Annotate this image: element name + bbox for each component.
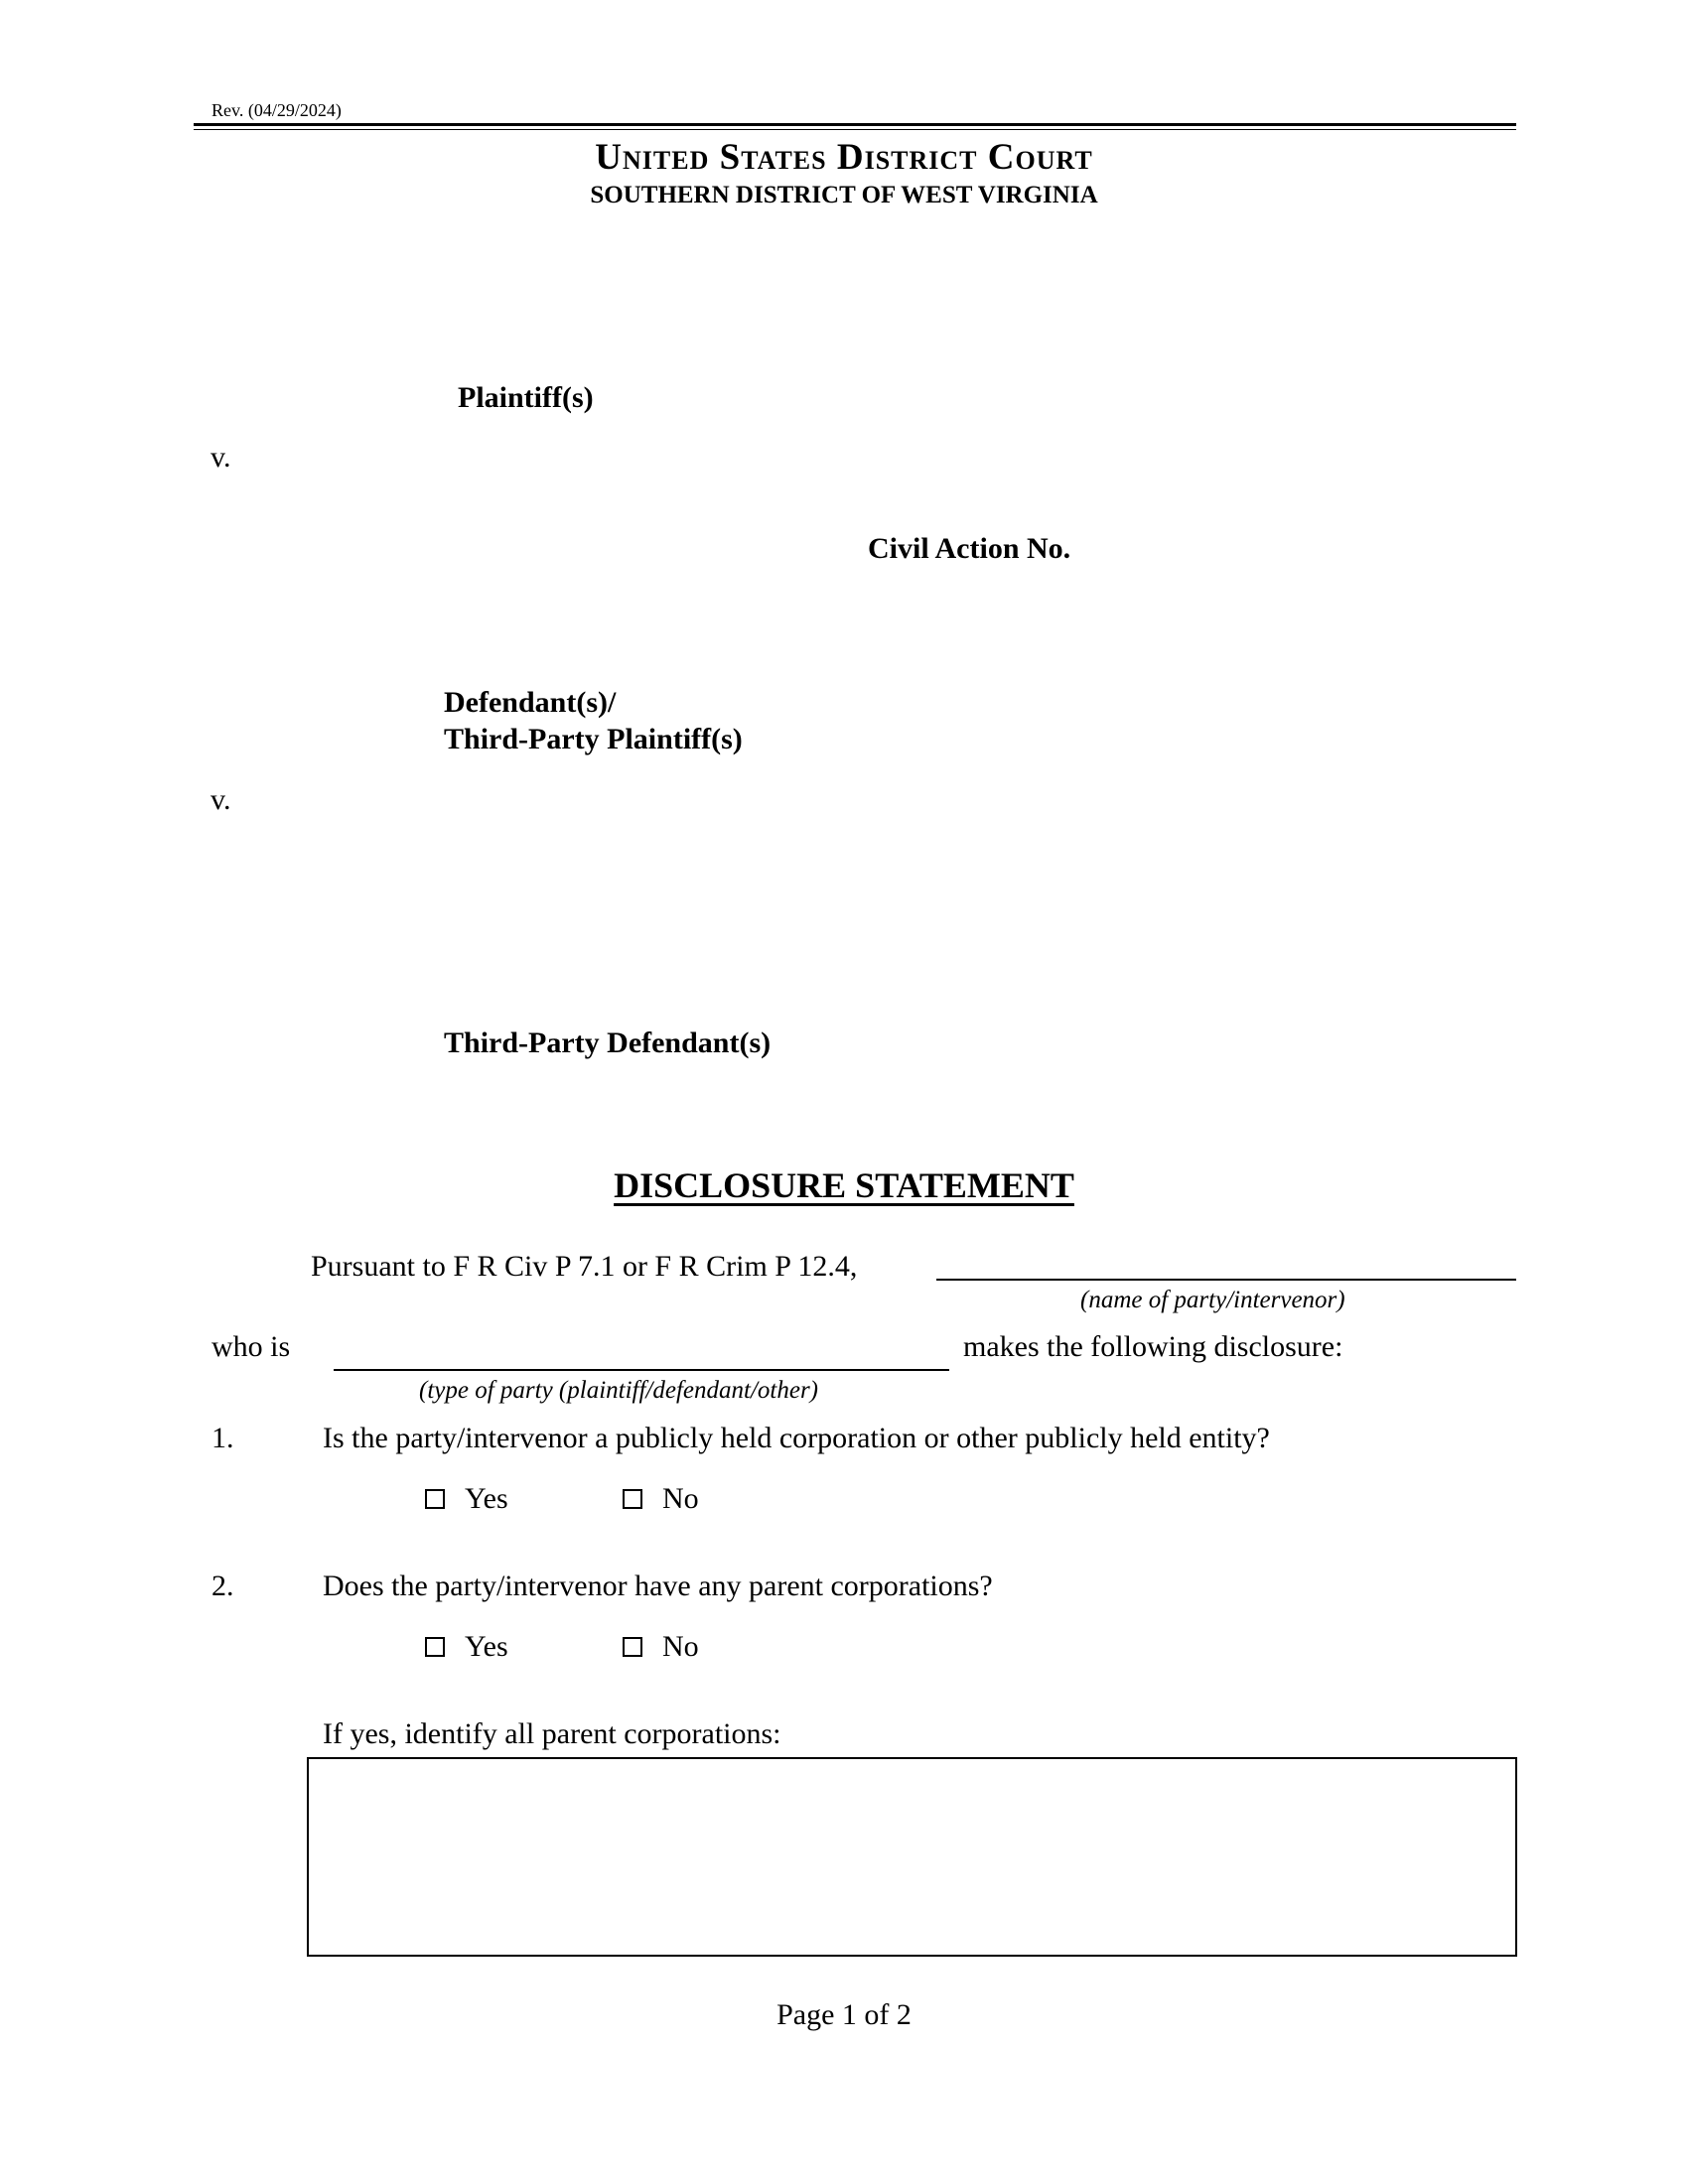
question-2-no-label: No: [662, 1630, 699, 1663]
third-party-plaintiff-label: Third-Party Plaintiff(s): [444, 723, 743, 755]
question-2-yes-label: Yes: [465, 1630, 508, 1663]
question-1-no-label: No: [662, 1482, 699, 1515]
court-district: SOUTHERN DISTRICT OF WEST VIRGINIA: [590, 182, 1098, 208]
page-number: Page 1 of 2: [776, 1998, 912, 2031]
party-type-caption: (type of party (plaintiff/defendant/other): [419, 1377, 819, 1404]
party-name-field[interactable]: [936, 1247, 1516, 1277]
question-2-number: 2.: [211, 1570, 234, 1602]
party-name-underline: [936, 1279, 1516, 1281]
makes-disclosure-text: makes the following disclosure:: [963, 1330, 1343, 1363]
court-title: United States District Court: [595, 137, 1093, 178]
question-1-no-checkbox[interactable]: [623, 1489, 642, 1509]
third-party-defendant-label: Third-Party Defendant(s): [444, 1026, 772, 1059]
header-rule-thick: [194, 123, 1516, 126]
revision-date: Rev. (04/29/2024): [211, 100, 342, 120]
versus-1: v.: [211, 441, 231, 474]
plaintiff-label: Plaintiff(s): [458, 381, 594, 414]
party-type-field[interactable]: [334, 1328, 949, 1358]
question-2-no-checkbox[interactable]: [623, 1637, 642, 1657]
question-1-text: Is the party/intervenor a publicly held corporation or other publicly held entity?: [323, 1422, 1270, 1454]
question-2-text: Does the party/intervenor have any parent corporations?: [323, 1570, 993, 1602]
versus-2: v.: [211, 783, 231, 816]
question-2-yes-option[interactable]: [425, 1630, 508, 1664]
question-2-no-option[interactable]: [623, 1630, 699, 1664]
disclosure-statement-title: DISCLOSURE STATEMENT: [614, 1165, 1074, 1205]
parent-corporations-input[interactable]: [307, 1757, 1517, 1957]
question-1-no-option[interactable]: [623, 1482, 699, 1516]
pursuant-text: Pursuant to F R Civ P 7.1 or F R Crim P 12.4,: [311, 1250, 858, 1283]
defendant-label: Defendant(s)/: [444, 686, 617, 719]
question-1-number: 1.: [211, 1422, 234, 1454]
header-rule-thin: [194, 129, 1516, 130]
question-2-yes-checkbox[interactable]: [425, 1637, 445, 1657]
party-type-underline: [334, 1369, 949, 1371]
question-1-yes-checkbox[interactable]: [425, 1489, 445, 1509]
question-1-yes-option[interactable]: [425, 1482, 508, 1516]
civil-action-label: Civil Action No.: [868, 532, 1071, 565]
who-is-text: who is: [211, 1330, 291, 1363]
party-name-caption: (name of party/intervenor): [1080, 1287, 1345, 1313]
parent-corporations-prompt: If yes, identify all parent corporations:: [323, 1717, 781, 1750]
question-1-yes-label: Yes: [465, 1482, 508, 1515]
